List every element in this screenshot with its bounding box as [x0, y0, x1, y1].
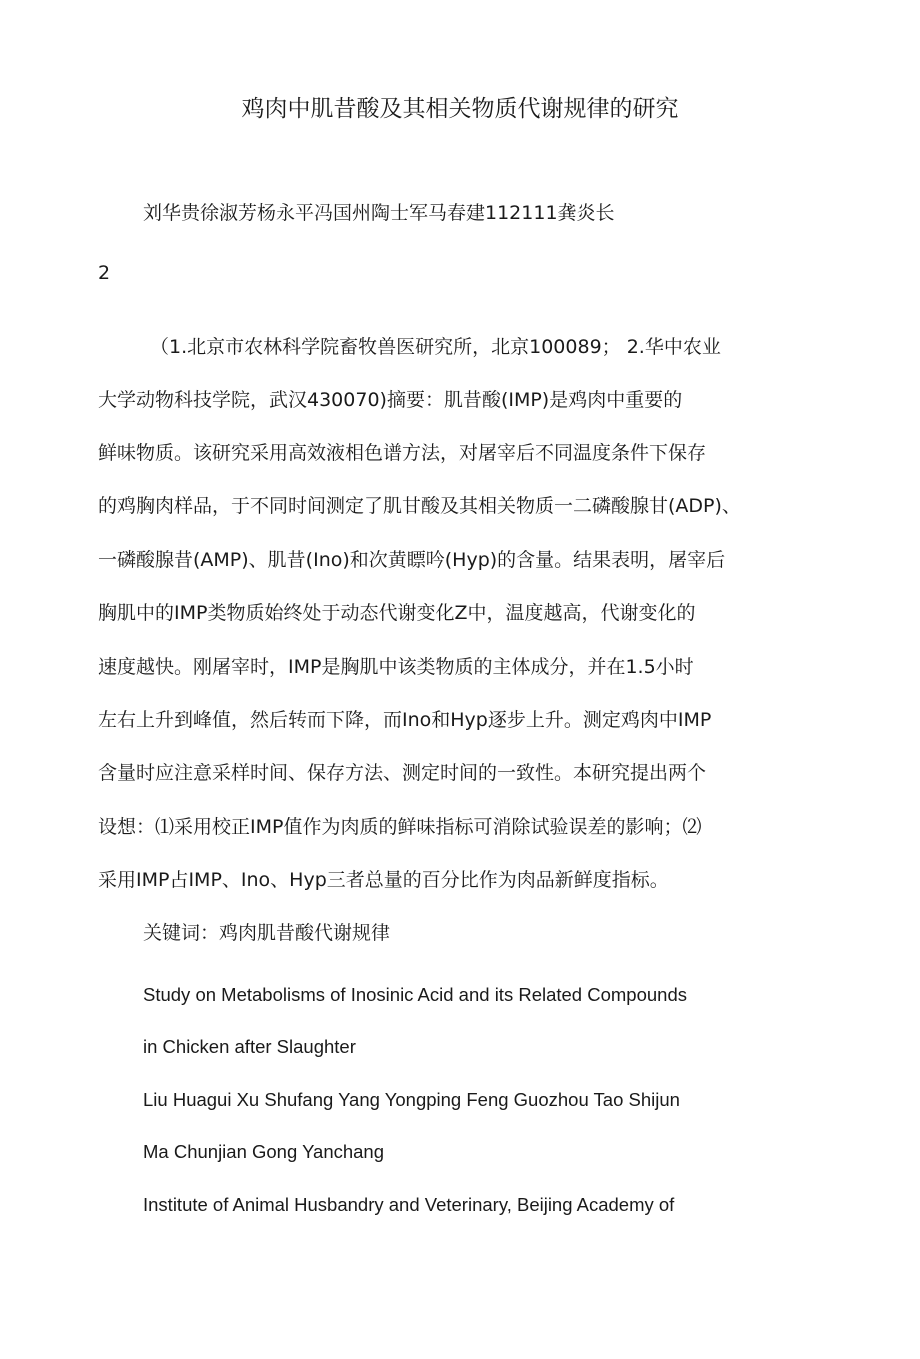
authors-line-2: 2 — [98, 262, 111, 284]
abstract-line: （1.北京市农林科学院畜牧兽医研究所，北京100089； 2.华中农业 — [150, 336, 721, 358]
abstract-line: 采用IMP占IMP、Ino、Hyp三者总量的百分比作为肉品新鲜度指标。 — [98, 869, 669, 891]
abstract-line: 一磷酸腺昔(AMP)、肌昔(Ino)和次黄瞟吟(Hyp)的含量。结果表明，屠宰后 — [98, 549, 726, 571]
english-authors-line-1: Liu Huagui Xu Shufang Yang Yongping Feng Guozhou Tao Shijun — [143, 1089, 680, 1110]
english-title-line-1: Study on Metabolisms of Inosinic Acid and its Related Compounds — [143, 984, 687, 1005]
abstract-line: 胸肌中的IMP类物质始终处于动态代谢变化Z中，温度越高，代谢变化的 — [98, 602, 696, 624]
english-authors-line-2: Ma Chunjian Gong Yanchang — [143, 1141, 385, 1162]
english-affiliation-line-1: Institute of Animal Husbandry and Veterinary, Beijing Academy of — [143, 1194, 675, 1215]
english-title-line-2: in Chicken after Slaughter — [143, 1036, 356, 1057]
abstract-line: 左右上升到峰值，然后转而下降，而Ino和Hyp逐步上升。测定鸡肉中IMP — [98, 709, 712, 731]
abstract-line: 速度越快。刚屠宰时，IMP是胸肌中该类物质的主体成分，并在1.5小时 — [98, 656, 694, 678]
keywords: 关键词：鸡肉肌昔酸代谢规律 — [143, 922, 391, 944]
abstract-line: 设想：⑴采用校正IMP值作为肉质的鲜味指标可消除试验误差的影响；⑵ — [98, 816, 702, 838]
document-title: 鸡肉中肌昔酸及其相关物质代谢规律的研究 — [241, 96, 679, 122]
abstract-line: 大学动物科技学院，武汉430070)摘要：肌昔酸(IMP)是鸡肉中重要的 — [98, 389, 683, 411]
authors-line-1: 刘华贵徐淑芳杨永平冯国州陶士军马春建112111龚炎长 — [143, 202, 615, 224]
abstract-line: 含量时应注意采样时间、保存方法、测定时间的一致性。本研究提出两个 — [98, 762, 707, 784]
abstract-line: 的鸡胸肉样品，于不同时间测定了肌甘酸及其相关物质一二磷酸腺甘(ADP)、 — [98, 495, 741, 517]
abstract-line: 鲜味物质。该研究采用高效液相色谱方法，对屠宰后不同温度条件下保存 — [98, 442, 707, 464]
